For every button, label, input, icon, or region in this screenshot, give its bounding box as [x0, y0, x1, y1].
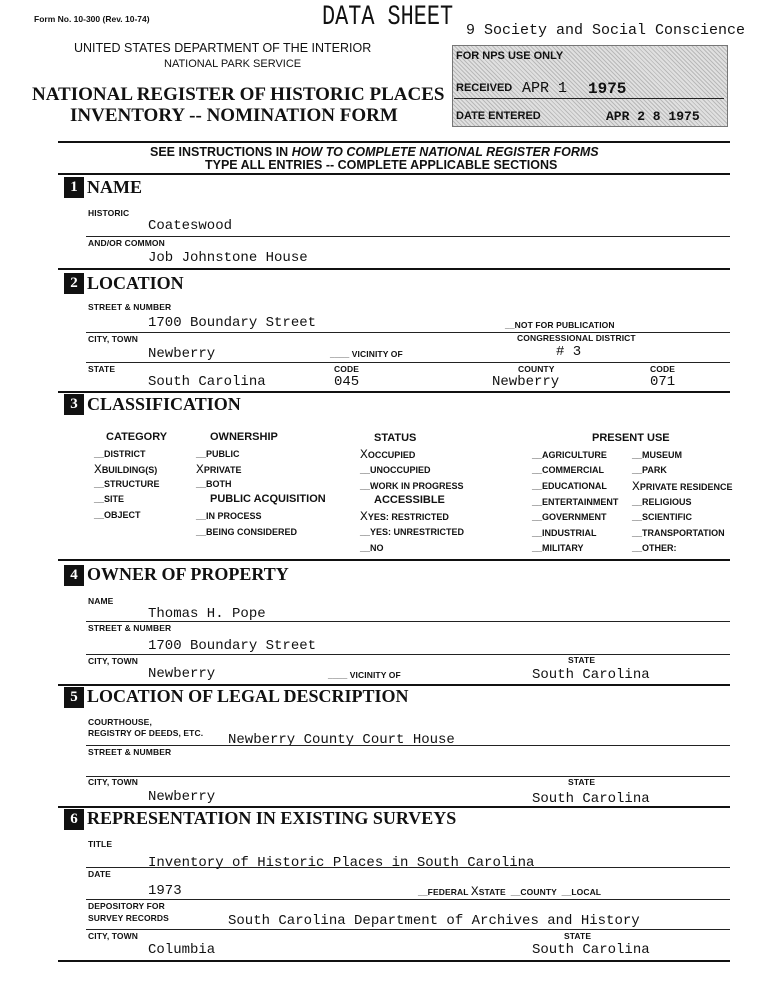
form-title-line2: INVENTORY -- NOMINATION FORM: [70, 105, 398, 126]
received-stamp: APR 1: [522, 80, 568, 97]
county-code-value: 071: [650, 374, 676, 390]
street-number-value: 1700 Boundary Street: [148, 315, 317, 331]
ownership-heading: OWNERSHIP: [210, 431, 278, 443]
section-number-2: 2: [64, 273, 84, 294]
owner-vicinity-option: ____ VICINITY OF: [328, 670, 401, 680]
courthouse-label-1: COURTHOUSE,: [88, 717, 152, 727]
section-number-4: 4: [64, 565, 84, 586]
common-name-label: AND/OR COMMON: [88, 238, 165, 248]
accessible-restricted: XYES: RESTRICTED: [360, 509, 449, 524]
received-year: 1975: [588, 80, 627, 98]
owner-street-label: STREET & NUMBER: [88, 623, 172, 633]
owner-city-value: Newberry: [148, 666, 216, 682]
category-site: __SITE: [94, 494, 125, 504]
legal-state-label: STATE: [568, 777, 596, 787]
depository-value: South Carolina Department of Archives and History: [228, 913, 640, 929]
section-title-name: NAME: [87, 177, 142, 197]
date-entered-stamp: APR 2 8 1975: [606, 109, 700, 124]
ownership-both: __BOTH: [196, 479, 232, 489]
section-number-3: 3: [64, 394, 84, 415]
survey-state-value: South Carolina: [532, 942, 650, 958]
accessible-heading: ACCESSIBLE: [374, 494, 445, 506]
instructions-line2: TYPE ALL ENTRIES -- COMPLETE APPLICABLE SECTIONS: [205, 158, 558, 172]
survey-city-value: Columbia: [148, 942, 216, 958]
acquisition-being-considered: __BEING CONSIDERED: [196, 527, 298, 537]
historic-name-value: Coateswood: [148, 218, 233, 234]
legal-city-value: Newberry: [148, 789, 216, 805]
received-label: RECEIVED: [456, 82, 513, 94]
instructions-prefix: SEE INSTRUCTIONS IN: [150, 145, 292, 159]
status-heading: STATUS: [374, 432, 417, 444]
survey-date-value: 1973: [148, 883, 182, 899]
accessible-unrestricted: __YES: UNRESTRICTED: [360, 527, 465, 537]
section-title-surveys: REPRESENTATION IN EXISTING SURVEYS: [87, 808, 457, 828]
use-commercial: __COMMERCIAL: [532, 465, 605, 475]
status-work-in-progress: __WORK IN PROGRESS: [360, 481, 464, 491]
state-code-label: CODE: [334, 364, 359, 374]
use-park: __PARK: [632, 465, 667, 475]
service-name: NATIONAL PARK SERVICE: [164, 58, 302, 70]
section-title-legal-description: LOCATION OF LEGAL DESCRIPTION: [87, 686, 409, 706]
legal-state-value: South Carolina: [532, 791, 650, 807]
section-number-6: 6: [64, 809, 84, 830]
level-local: LOCAL: [571, 887, 602, 897]
ownership-public: __PUBLIC: [196, 449, 240, 459]
congressional-district-label: CONGRESSIONAL DISTRICT: [517, 333, 636, 343]
courthouse-value: Newberry County Court House: [228, 732, 455, 748]
section-number-5: 5: [64, 687, 84, 708]
data-sheet-stamp: DATA SHEET: [322, 2, 454, 33]
instructions-line1: [150, 145, 599, 159]
survey-level-options: __FEDERAL XSTATE __COUNTY __LOCAL: [418, 884, 602, 899]
owner-name-value: Thomas H. Pope: [148, 606, 266, 622]
congressional-district-value: # 3: [556, 344, 582, 360]
survey-date-label: DATE: [88, 869, 111, 879]
survey-title-value: Inventory of Historic Places in South Carolina: [148, 855, 535, 871]
use-agriculture: __AGRICULTURE: [532, 450, 607, 460]
street-number-label: STREET & NUMBER: [88, 302, 172, 312]
owner-name-label: NAME: [88, 596, 114, 606]
form-title-line1: NATIONAL REGISTER OF HISTORIC PLACES: [32, 84, 445, 105]
use-industrial: __INDUSTRIAL: [532, 528, 597, 538]
legal-street-label: STREET & NUMBER: [88, 747, 172, 757]
state-code-value: 045: [334, 374, 360, 390]
accessible-no: __NO: [360, 543, 384, 553]
use-private-residence: XPRIVATE RESIDENCE: [632, 479, 733, 494]
dept-name: UNITED STATES DEPARTMENT OF THE INTERIOR: [74, 41, 372, 55]
section-title-location: LOCATION: [87, 273, 184, 293]
use-military: __MILITARY: [532, 543, 584, 553]
acquisition-in-process: __IN PROCESS: [196, 511, 262, 521]
category-heading: CATEGORY: [106, 431, 168, 443]
owner-street-value: 1700 Boundary Street: [148, 638, 317, 654]
use-museum: __MUSEUM: [632, 450, 683, 460]
survey-state-label: STATE: [564, 931, 592, 941]
level-state-mark: X: [470, 884, 479, 899]
use-scientific: __SCIENTIFIC: [632, 512, 693, 522]
courthouse-label-2: REGISTRY OF DEEDS, ETC.: [88, 728, 204, 738]
use-entertainment: __ENTERTAINMENT: [532, 497, 619, 507]
not-for-publication-option: __NOT FOR PUBLICATION: [505, 320, 615, 330]
county-value: Newberry: [492, 374, 560, 390]
use-religious: __RELIGIOUS: [632, 497, 692, 507]
state-value: South Carolina: [148, 374, 266, 390]
category-structure: __STRUCTURE: [94, 479, 160, 489]
use-other: __OTHER:: [632, 543, 677, 553]
status-occupied: XOCCUPIED: [360, 447, 416, 462]
vicinity-of-option: ____ VICINITY OF: [330, 349, 403, 359]
survey-city-label: CITY, TOWN: [88, 931, 138, 941]
city-value: Newberry: [148, 346, 216, 362]
survey-title-label: TITLE: [88, 839, 113, 849]
depository-label-1: DEPOSITORY FOR: [88, 901, 165, 911]
present-use-heading: PRESENT USE: [592, 432, 670, 444]
category-building: XBUILDING(S): [94, 462, 158, 477]
form-number: Form No. 10-300 (Rev. 10-74): [34, 14, 150, 24]
category-district: __DISTRICT: [94, 449, 146, 459]
section-title-owner: OWNER OF PROPERTY: [87, 564, 289, 584]
use-government: __GOVERNMENT: [532, 512, 607, 522]
society-annotation: 9 Society and Social Conscience: [466, 22, 746, 39]
date-entered-label: DATE ENTERED: [456, 110, 541, 122]
status-unoccupied: __UNOCCUPIED: [360, 465, 431, 475]
ownership-private: XPRIVATE: [196, 462, 242, 477]
use-educational: __EDUCATIONAL: [532, 481, 607, 491]
historic-label: HISTORIC: [88, 208, 130, 218]
public-acquisition-heading: PUBLIC ACQUISITION: [210, 493, 326, 505]
level-federal: FEDERAL: [427, 887, 469, 897]
owner-state-label: STATE: [568, 655, 596, 665]
state-label: STATE: [88, 364, 116, 374]
common-name-value: Job Johnstone House: [148, 250, 308, 266]
county-code-label: CODE: [650, 364, 675, 374]
owner-city-label: CITY, TOWN: [88, 656, 138, 666]
legal-city-label: CITY, TOWN: [88, 777, 138, 787]
level-state: STATE: [478, 887, 506, 897]
section-number-1: 1: [64, 177, 84, 198]
owner-state-value: South Carolina: [532, 667, 650, 683]
level-county: COUNTY: [520, 887, 557, 897]
city-town-label: CITY, TOWN: [88, 334, 138, 344]
nps-use-label: FOR NPS USE ONLY: [456, 50, 564, 62]
instructions-emphasis: HOW TO COMPLETE NATIONAL REGISTER FORMS: [291, 145, 599, 159]
use-transportation: __TRANSPORTATION: [632, 528, 725, 538]
category-object: __OBJECT: [94, 510, 141, 520]
depository-label-2: SURVEY RECORDS: [88, 913, 169, 923]
county-label: COUNTY: [518, 364, 555, 374]
section-title-classification: CLASSIFICATION: [87, 394, 241, 414]
